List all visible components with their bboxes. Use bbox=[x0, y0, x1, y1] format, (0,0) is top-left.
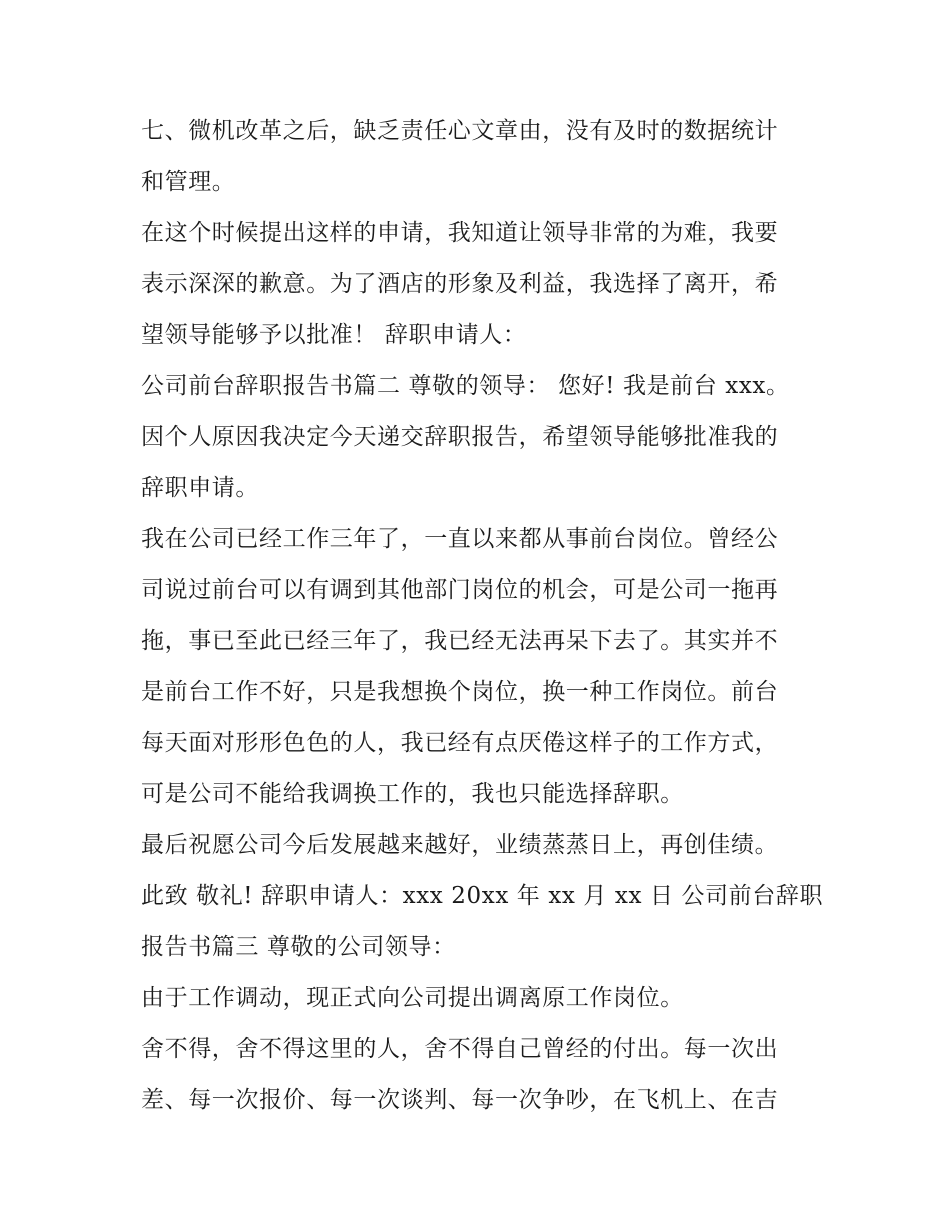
document-body bbox=[141, 106, 824, 1126]
text-line: 差、每一次报价、每一次谈判、每一次争吵，在飞机上、在吉 bbox=[141, 1087, 779, 1113]
text-line: 辞职申请。 bbox=[141, 475, 259, 501]
paragraph-8 bbox=[141, 1024, 821, 1126]
text-line: 司说过前台可以有调到其他部门岗位的机会，可是公司一拖再 bbox=[141, 577, 779, 603]
text-line: 望领导能够予以批准！ 辞职申请人： bbox=[141, 322, 527, 348]
paragraph-6 bbox=[141, 871, 824, 973]
text-line: 我在公司已经工作三年了，一直以来都从事前台岗位。曾经公 bbox=[141, 526, 779, 552]
text-line: 在这个时候提出这样的申请，我知道让领导非常的为难，我要 bbox=[141, 220, 779, 246]
text-line: 报告书篇三 尊敬的公司领导： bbox=[141, 934, 456, 960]
paragraph-1 bbox=[141, 106, 821, 208]
paragraph-4 bbox=[141, 514, 821, 820]
paragraph-7 bbox=[141, 973, 821, 1024]
paragraph-2 bbox=[141, 208, 821, 361]
text-line: 由于工作调动，现正式向公司提出调离原工作岗位。 bbox=[141, 985, 684, 1011]
text-line: 此致 敬礼! 辞职申请人：xxx 20xx 年 xx 月 xx 日 公司前台辞职 bbox=[141, 883, 824, 909]
paragraph-3 bbox=[141, 361, 821, 514]
text-line: 七、微机改革之后，缺乏责任心文章由，没有及时的数据统计 bbox=[141, 118, 779, 144]
text-line: 公司前台辞职报告书篇二 尊敬的领导： 您好! 我是前台 xxx。 bbox=[141, 373, 790, 399]
text-line: 每天面对形形色色的人，我已经有点厌倦这样子的工作方式， bbox=[141, 730, 779, 756]
text-line: 是前台工作不好，只是我想换个岗位，换一种工作岗位。前台 bbox=[141, 679, 779, 705]
paragraph-5 bbox=[141, 820, 821, 871]
text-line: 最后祝愿公司今后发展越来越好，业绩蒸蒸日上，再创佳绩。 bbox=[141, 832, 779, 858]
text-line: 表示深深的歉意。为了酒店的形象及利益，我选择了离开，希 bbox=[141, 271, 779, 297]
text-line: 因个人原因我决定今天递交辞职报告，希望领导能够批准我的 bbox=[141, 424, 779, 450]
text-line: 舍不得，舍不得这里的人，舍不得自己曾经的付出。每一次出 bbox=[141, 1036, 779, 1062]
text-line: 可是公司不能给我调换工作的，我也只能选择辞职。 bbox=[141, 781, 684, 807]
text-line: 和管理。 bbox=[141, 169, 236, 195]
text-line: 拖，事已至此已经三年了，我已经无法再呆下去了。其实并不 bbox=[141, 628, 779, 654]
